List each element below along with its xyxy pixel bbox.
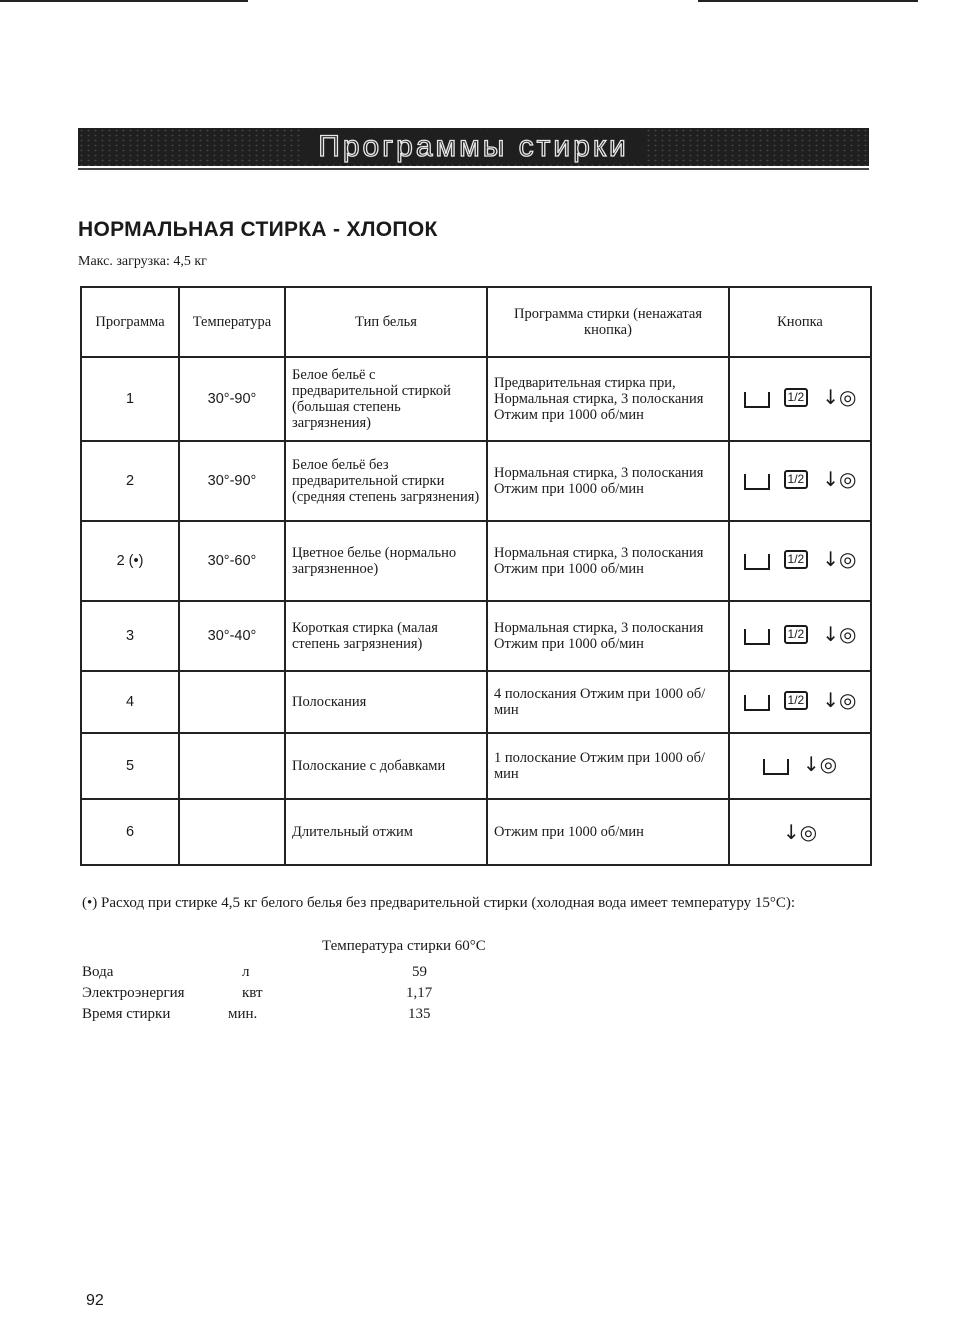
banner-underline — [78, 168, 869, 170]
table-row — [81, 441, 871, 521]
half-load-icon: 1/2 — [784, 388, 809, 407]
spin-icon: ↓◎ — [822, 547, 857, 571]
top-rule-left — [0, 0, 248, 2]
half-load-icon: 1/2 — [784, 625, 809, 644]
header-wash-program: Программа стирки (ненажатая кнопка) — [487, 287, 729, 357]
cell-program: 5 — [81, 733, 179, 799]
cell-temperature — [179, 733, 285, 799]
section-banner — [78, 128, 869, 166]
stat-label: Вода — [82, 964, 114, 980]
stat-unit: квт — [242, 985, 263, 1001]
spin-icon: ↓◎ — [822, 467, 857, 491]
cell-program: 1 — [81, 357, 179, 441]
prewash-icon — [744, 629, 770, 645]
spin-icon: ↓◎ — [822, 622, 857, 646]
cell-laundry-type: Белое бельё без предварительной стирки (средняя степень загрязнения) — [285, 441, 487, 521]
table-row — [81, 357, 871, 441]
page-number: 92 — [86, 1292, 104, 1309]
header-program: Программа — [81, 287, 179, 357]
table-row — [81, 671, 871, 733]
footnote: (•) Расход при стирке 4,5 кг белого белья без предварительной стирки (холодная вода имеет температуру 15°С): — [82, 895, 796, 911]
cell-program: 4 — [81, 671, 179, 733]
prewash-icon — [744, 474, 770, 490]
max-load-note: Макс. загрузка: 4,5 кг — [78, 254, 207, 269]
table-row — [81, 601, 871, 671]
button-icon-group — [744, 468, 857, 490]
stat-unit: мин. — [228, 1006, 258, 1022]
cell-temperature: 30°-60° — [179, 521, 285, 601]
half-load-icon: 1/2 — [784, 691, 809, 710]
stat-label: Электроэнергия — [82, 985, 185, 1001]
cell-button-icons — [729, 671, 871, 733]
top-rule-right — [698, 0, 918, 2]
header-temperature: Температура — [179, 287, 285, 357]
button-icon-group — [744, 548, 857, 570]
prewash-icon — [744, 392, 770, 408]
cell-laundry-type: Полоскания — [285, 671, 487, 733]
half-load-icon: 1/2 — [784, 470, 809, 489]
banner-title: Программы стирки — [304, 130, 642, 164]
button-icon-group — [744, 689, 857, 711]
cell-laundry-type: Длительный отжим — [285, 799, 487, 865]
spin-icon: ↓◎ — [782, 819, 818, 844]
table-header-row — [81, 287, 871, 357]
cell-temperature: 30°-40° — [179, 601, 285, 671]
cell-temperature: 30°-90° — [179, 357, 285, 441]
section-title: НОРМАЛЬНАЯ СТИРКА - ХЛОПОК — [78, 218, 438, 241]
cell-temperature: 30°-90° — [179, 441, 285, 521]
cell-laundry-type: Короткая стирка (малая степень загрязнения) — [285, 601, 487, 671]
prewash-icon — [744, 695, 770, 711]
footnote-column-header: Температура стирки 60°С — [322, 938, 486, 954]
cell-wash-program: Предварительная стирка при, Нормальная стирка, 3 полоскания Отжим при 1000 об/мин — [487, 357, 729, 441]
button-icon-group — [782, 819, 818, 844]
cell-wash-program: 1 полоскание Отжим при 1000 об/мин — [487, 733, 729, 799]
cell-wash-program: Нормальная стирка, 3 полоскания Отжим при 1000 об/мин — [487, 521, 729, 601]
stat-unit: л — [242, 964, 250, 980]
table-row — [81, 733, 871, 799]
spin-icon: ↓◎ — [802, 752, 838, 776]
cell-program: 2 (•) — [81, 521, 179, 601]
cell-laundry-type: Полоскание с добавками — [285, 733, 487, 799]
cell-laundry-type: Цветное белье (нормально загрязненное) — [285, 521, 487, 601]
spin-icon: ↓◎ — [822, 688, 857, 712]
wash-programs-table — [80, 286, 872, 866]
button-icon-group — [744, 386, 857, 408]
cell-button-icons — [729, 733, 871, 799]
cell-wash-program: 4 полоскания Отжим при 1000 об/мин — [487, 671, 729, 733]
stat-value: 59 — [412, 964, 427, 980]
table-row — [81, 521, 871, 601]
cell-wash-program: Нормальная стирка, 3 полоскания Отжим при 1000 об/мин — [487, 601, 729, 671]
header-button: Кнопка — [729, 287, 871, 357]
stat-label: Время стирки — [82, 1006, 171, 1022]
cell-laundry-type: Белое бельё с предварительной стиркой (большая степень загрязнения) — [285, 357, 487, 441]
cell-button-icons — [729, 441, 871, 521]
cell-program: 6 — [81, 799, 179, 865]
cell-button-icons — [729, 799, 871, 865]
cell-program: 3 — [81, 601, 179, 671]
cell-temperature — [179, 671, 285, 733]
prewash-icon — [744, 554, 770, 570]
half-load-icon: 1/2 — [784, 550, 809, 569]
cell-wash-program: Отжим при 1000 об/мин — [487, 799, 729, 865]
cell-button-icons — [729, 601, 871, 671]
cell-program: 2 — [81, 441, 179, 521]
stat-value: 135 — [408, 1006, 431, 1022]
header-laundry-type: Тип белья — [285, 287, 487, 357]
stat-value: 1,17 — [406, 985, 433, 1001]
spin-icon: ↓◎ — [822, 385, 857, 409]
prewash-icon — [763, 759, 789, 775]
cell-wash-program: Нормальная стирка, 3 полоскания Отжим при 1000 об/мин — [487, 441, 729, 521]
table-row — [81, 799, 871, 865]
cell-button-icons — [729, 357, 871, 441]
cell-button-icons — [729, 521, 871, 601]
button-icon-group — [744, 623, 857, 645]
button-icon-group — [763, 753, 837, 775]
cell-temperature — [179, 799, 285, 865]
